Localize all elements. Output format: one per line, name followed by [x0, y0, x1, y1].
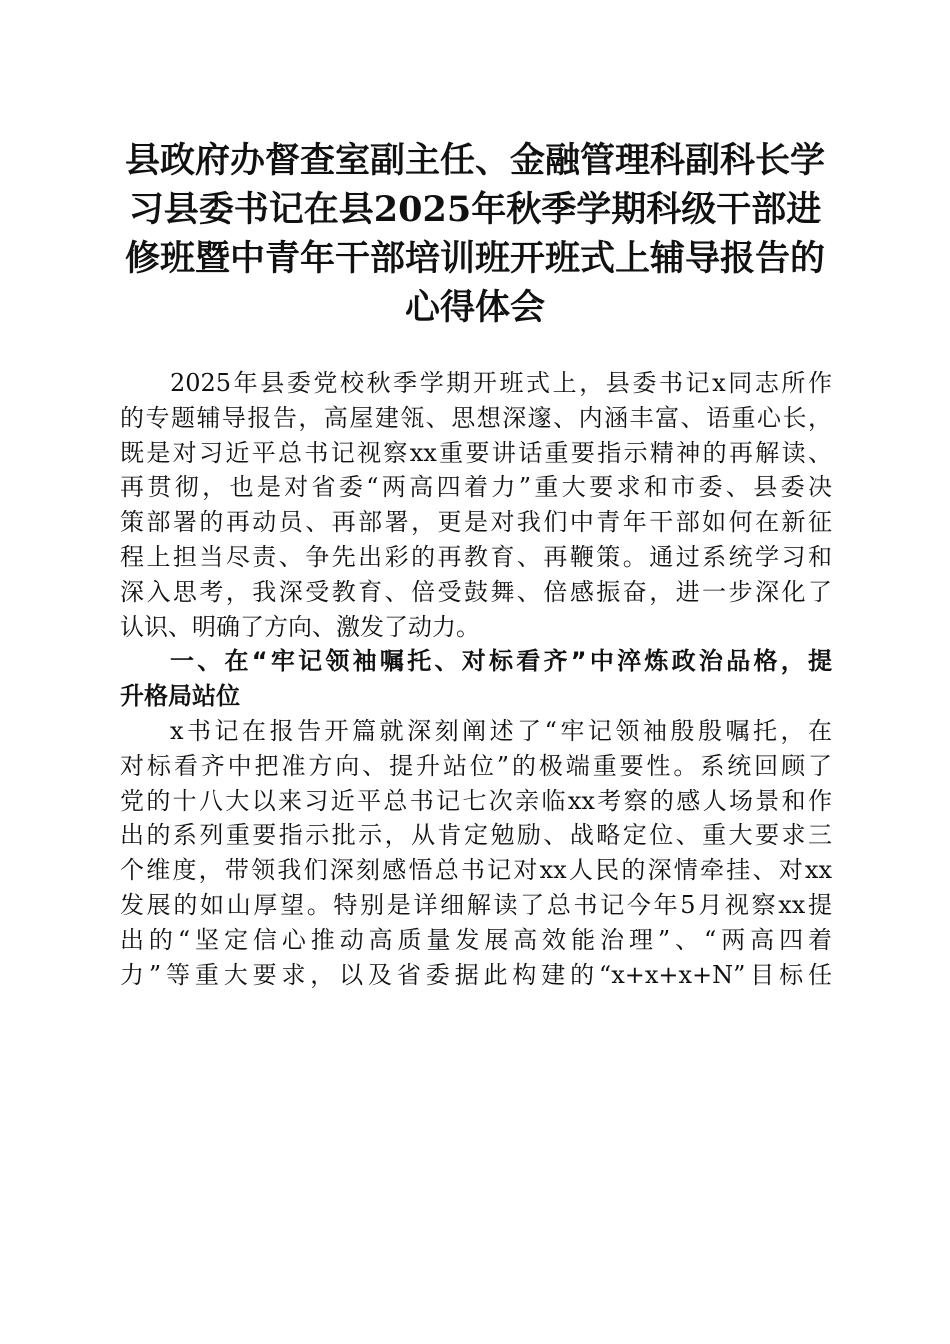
text-line: 2025年县委党校秋季学期开班式上，县委书记x同志所作	[170, 369, 832, 397]
text-line: 党的十八大以来习近平总书记七次亲临xx考察的感人场景和作	[120, 786, 832, 815]
text-line: 力”等重大要求，以及省委据此构建的“x+x+x+N”目标任	[120, 960, 832, 989]
section-1-paragraph	[120, 714, 832, 992]
text-line: 再贯彻，也是对省委“两高四着力”重大要求和市委、县委决	[120, 473, 832, 502]
intro-paragraph	[120, 366, 832, 644]
text-line: 认识、明确了方向、激发了动力。	[120, 612, 480, 641]
document-title	[100, 136, 850, 332]
title-line: 心得体会	[404, 287, 545, 328]
text-line: 发展的如山厚望。特别是详细解读了总书记今年5月视察xx提	[120, 890, 832, 919]
text-line: 程上担当尽责、争先出彩的再教育、再鞭策。通过系统学习和	[120, 542, 832, 571]
heading-line: 一、在“牢记领袖嘱托、对标看齐”中淬炼政治品格，提	[170, 647, 832, 676]
title-line: 习县委书记在县2025年秋季学期科级干部进	[128, 189, 822, 230]
text-line: 个维度，带领我们深刻感悟总书记对xx人民的深情牵挂、对xx	[120, 856, 832, 885]
text-line: 出的系列重要指示批示，从肯定勉励、战略定位、重大要求三	[120, 821, 832, 850]
text-line: 策部署的再动员、再部署，更是对我们中青年干部如何在新征	[120, 508, 832, 537]
text-line: x书记在报告开篇就深刻阐述了“牢记领袖殷殷嘱托，在	[170, 716, 832, 745]
text-line: 的专题辅导报告，高屋建瓴、思想深邃、内涵丰富、语重心长，	[120, 403, 832, 432]
document-body	[120, 366, 832, 992]
text-line: 既是对习近平总书记视察xx重要讲话重要指示精神的再解读、	[120, 438, 832, 467]
text-line: 出的“坚定信心推动高质量发展高效能治理”、“两高四着	[120, 925, 832, 954]
heading-line: 升格局站位	[120, 682, 240, 711]
title-line: 修班暨中青年干部培训班开班式上辅导报告的	[124, 238, 825, 279]
text-line: 对标看齐中把准方向、提升站位”的极端重要性。系统回顾了	[120, 751, 832, 780]
section-heading-1	[120, 644, 832, 714]
text-line: 深入思考，我深受教育、倍受鼓舞、倍感振奋，进一步深化了	[120, 577, 832, 606]
title-line: 县政府办督查室副主任、金融管理科副科长学	[124, 140, 825, 181]
